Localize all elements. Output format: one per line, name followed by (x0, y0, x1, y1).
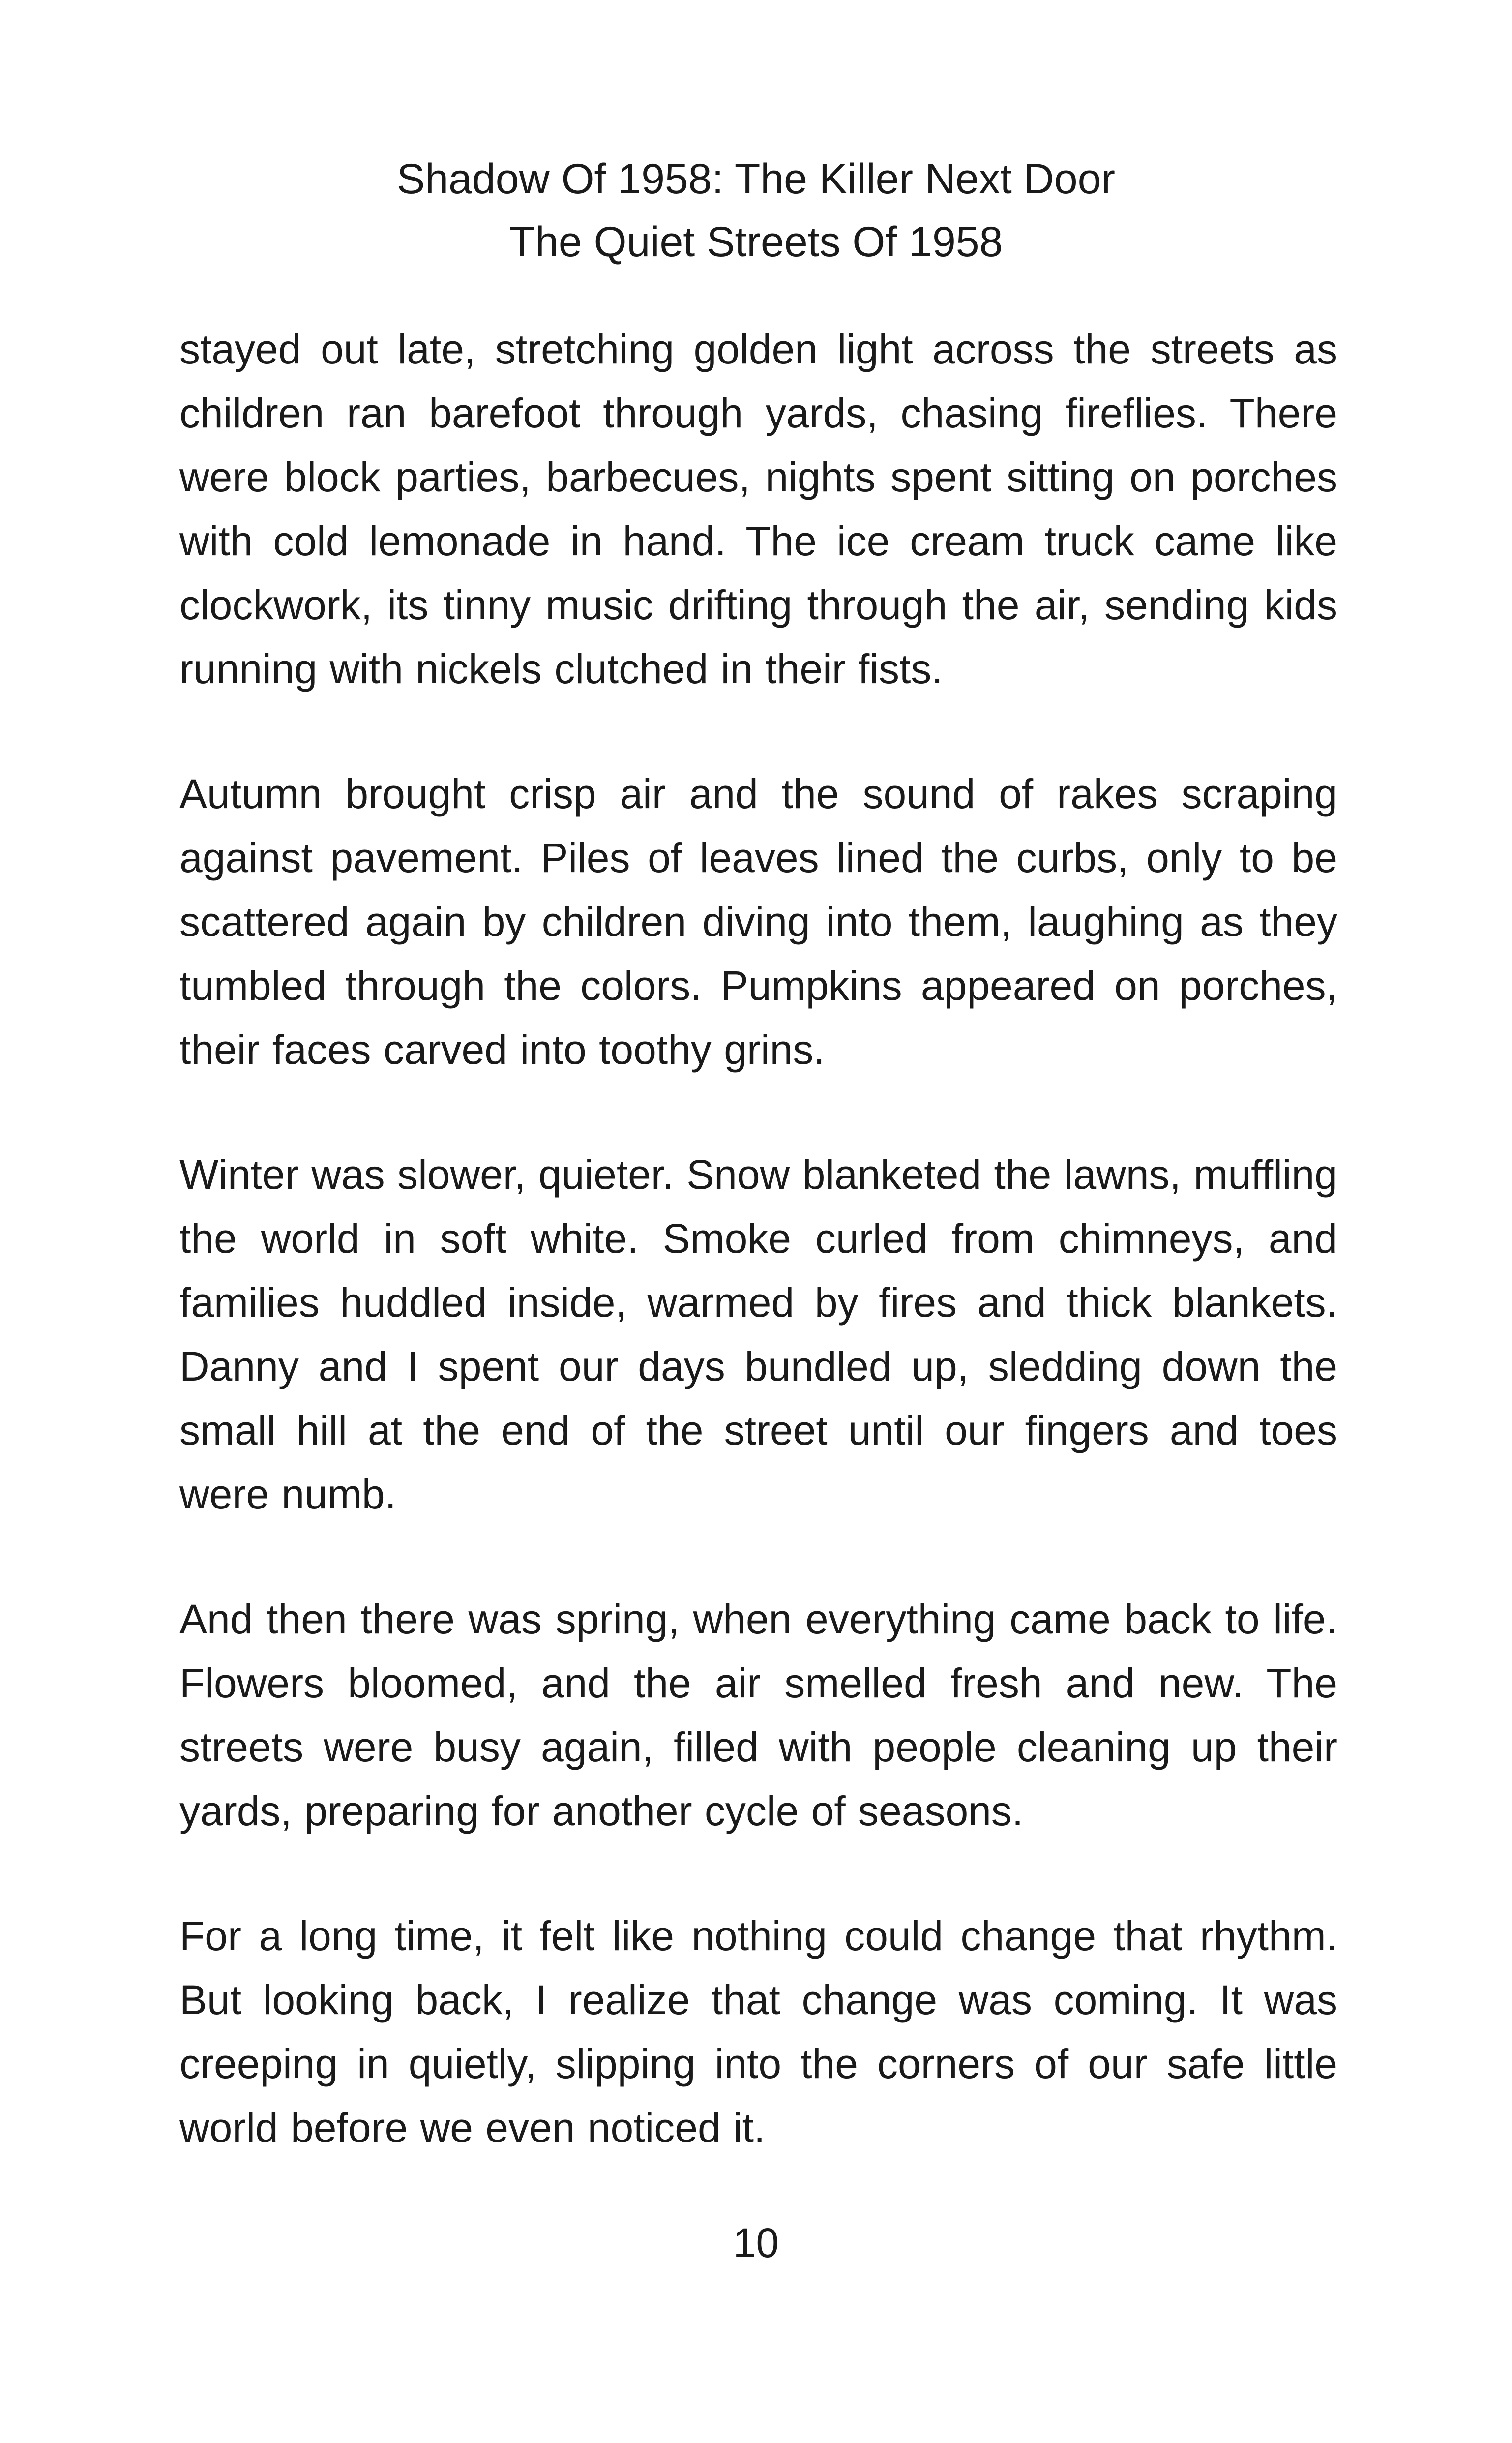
running-head-book-title: Shadow Of 1958: The Killer Next Door (396, 155, 1116, 203)
paragraph-5: For a long time, it felt like nothing could change that rhythm. But looking back, I realize that change was coming. It was creeping in quietly, slipping into the corners of our safe little world before we even noticed it. (179, 1913, 1337, 2151)
paragraph-2: Autumn brought crisp air and the sound of rakes scraping against pavement. Piles of leaves lined the curbs, only to be scattered again by children diving into them, laughing as they tumbled through the colors. Pumpkins appeared on porches, their faces carved into toothy grins. (179, 771, 1337, 1073)
running-head-chapter-title: The Quiet Streets Of 1958 (509, 218, 1003, 266)
paragraph-4: And then there was spring, when everything came back to life. Flowers bloomed, and the air smelled fresh and new. The streets were busy again, filled with people cleaning up their yards, preparing for another cycle of seasons. (179, 1596, 1337, 1834)
page-number: 10 (733, 2220, 779, 2266)
body-text (179, 317, 1337, 2160)
paragraph-1: stayed out late, stretching golden light across the streets as children ran barefoot through yards, chasing fireflies. There were block parties, barbecues, nights spent sitting on porches with cold lemonade in hand. The ice cream truck came like clockwork, its tinny music drifting through the air, sending kids running with nickels clutched in their fists. (179, 326, 1337, 692)
paragraph-3: Winter was slower, quieter. Snow blanketed the lawns, muffling the world in soft white. Smoke curled from chimneys, and families huddled inside, warmed by fires and thick blankets. Danny and I spent our days bundled up, sledding down the small hill at the end of the street until our fingers and toes were numb. (179, 1151, 1337, 1517)
